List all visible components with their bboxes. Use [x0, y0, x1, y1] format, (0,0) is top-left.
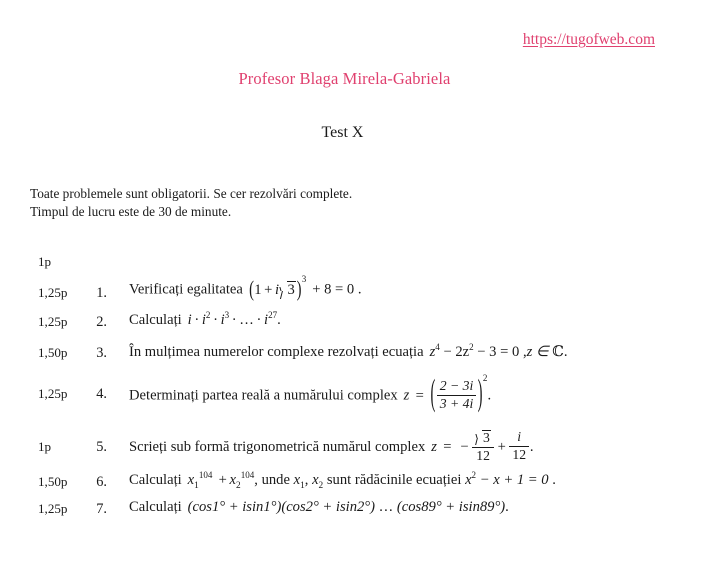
points-value: 1p: [38, 439, 52, 454]
exponent: 2: [469, 342, 474, 353]
square-root: [279, 281, 296, 299]
problem-number: 4.: [96, 386, 107, 402]
problem-row-2: [0, 309, 701, 339]
points-value: 1,25p: [38, 285, 68, 300]
instructions-block: [30, 185, 352, 221]
exponent: 2: [482, 372, 488, 383]
math-variable: x: [312, 472, 319, 488]
problem-list: [0, 253, 701, 525]
problem-number: 6.: [96, 474, 107, 490]
problem-statement: [107, 339, 568, 361]
math-variable: z: [403, 387, 410, 404]
math-term: − 2z: [443, 344, 470, 360]
math-comma: ,: [304, 472, 309, 488]
math-variable: x: [465, 472, 472, 488]
math-imaginary-unit: i: [220, 312, 225, 328]
fraction-numerator: [472, 430, 494, 447]
math-expression: [430, 372, 488, 415]
math-factor: (cos2° + isin2°): [281, 499, 375, 515]
exponent: 104: [198, 470, 213, 481]
exponent: 4: [435, 342, 440, 353]
exponent: 3: [301, 273, 307, 284]
problem-number: 2.: [96, 314, 107, 330]
fraction-numerator: i: [517, 429, 522, 445]
math-operator: +: [218, 472, 227, 488]
math-expression: [249, 273, 307, 303]
sentence-period: .: [487, 387, 492, 404]
problem-tail-text: sunt rădăcinile ecuației: [326, 472, 462, 488]
exponent: 104: [240, 470, 255, 481]
math-equals: =: [415, 387, 424, 404]
points-value: 1,50p: [38, 474, 68, 489]
math-imaginary-unit: i: [275, 282, 280, 298]
math-imaginary-unit: i: [201, 312, 206, 328]
exponent: 2: [205, 310, 211, 321]
problem-number: 5.: [96, 439, 107, 455]
problem-statement: [107, 273, 362, 303]
radicand: 3: [287, 282, 295, 298]
math-variable: x: [229, 472, 237, 488]
paren-close: ): [296, 277, 302, 303]
math-comma: ,: [522, 344, 527, 360]
fraction-denominator: 12: [472, 447, 494, 464]
problem-statement: [107, 497, 509, 516]
paren-open: (: [430, 374, 436, 415]
problem-statement: [107, 469, 556, 489]
exponent: 27: [268, 310, 278, 321]
problem-lead-text: Verificați egalitatea: [129, 281, 243, 298]
exponent: 3: [224, 310, 230, 321]
complex-set-symbol: ℂ: [552, 343, 564, 360]
author-line: [0, 69, 701, 89]
problem-lead-text: Calculați: [129, 312, 182, 328]
paren-open: (: [249, 277, 254, 303]
sentence-period: .: [552, 472, 556, 488]
math-membership: z ∈: [526, 344, 549, 360]
problem-lead-text: Scrieți sub formă trigonometrică numărul complex: [129, 439, 426, 456]
subscript: 2: [236, 480, 241, 491]
math-tail: + 8 = 0: [312, 281, 355, 298]
problem-row-7: [0, 497, 701, 525]
author-name: Profesor Blaga Mirela-Gabriela: [238, 69, 451, 88]
problem-statement: [107, 372, 491, 413]
sentence-period: .: [357, 281, 362, 298]
ellipsis: …: [378, 499, 394, 515]
sentence-period: .: [277, 312, 281, 328]
problem-row-6: [0, 469, 701, 497]
sentence-period: .: [505, 499, 509, 515]
fraction-denominator: 3 + 4i: [437, 395, 477, 412]
square-root: [475, 430, 491, 446]
problem-number: 7.: [96, 501, 107, 517]
math-operator: +: [497, 439, 506, 456]
math-imaginary-unit: i: [264, 312, 269, 328]
exponent: 2: [471, 470, 477, 481]
problem-number: 3.: [96, 345, 107, 361]
problem-row-4: [0, 372, 701, 419]
problem-row-1: [0, 273, 701, 309]
page-title: [0, 124, 701, 142]
math-connector: , unde: [254, 472, 290, 488]
points-value: 1p: [38, 254, 52, 269]
problem-row-5: [0, 419, 701, 469]
problem-lead-text: În mulțimea numerelor complexe rezolvați ecuația: [129, 344, 424, 360]
instructions-line-1: Toate problemele sunt obligatorii. Se cer rezolvări complete.: [30, 186, 353, 201]
subscript: 2: [318, 480, 324, 491]
points-value: 1,50p: [38, 345, 68, 360]
sentence-period: .: [563, 344, 568, 360]
math-variable: z: [429, 344, 436, 360]
math-factor: (cos1° + isin1°): [187, 499, 282, 515]
radicand: 3: [482, 429, 490, 445]
points-value: 1,25p: [38, 314, 68, 329]
problem-lead-text: Calculați: [129, 472, 182, 488]
problem-lead-text: Determinați partea reală a numărului complex: [129, 387, 398, 404]
math-operator: +: [264, 282, 273, 298]
math-variable: x: [187, 472, 195, 488]
math-tail: − 3 = 0: [477, 344, 520, 360]
problem-lead-text: Calculați: [129, 499, 182, 515]
math-variable: x: [293, 472, 301, 488]
math-imaginary-unit: i: [187, 312, 192, 328]
problem-statement: Calculați $i \cdot i^2 \cdot i^3$ · … · $i^{27}$.: [129, 310, 281, 328]
instructions-line-2: Timpul de lucru este de 30 de minute.: [30, 204, 232, 219]
site-url-link[interactable]: https://tugofweb.com: [522, 31, 655, 48]
paren-close: ): [477, 374, 483, 415]
math-factor: (cos89° + isin89°): [396, 499, 506, 515]
fraction: [509, 430, 529, 463]
fraction: [437, 379, 477, 412]
test-title-text: Test X: [321, 124, 364, 141]
points-value: 1,25p: [38, 501, 68, 516]
problem-row-3: [0, 339, 701, 372]
points-value: 1,25p: [38, 386, 68, 401]
subscript: 1: [300, 480, 305, 491]
fraction-denominator: 12: [509, 446, 529, 463]
fraction: [472, 430, 494, 464]
fraction-numerator: 2 − 3i: [439, 377, 474, 393]
problem-number: 1.: [96, 285, 107, 301]
subscript: 1: [194, 480, 199, 491]
math-tail: − x + 1 = 0: [479, 472, 549, 488]
math-equals: =: [443, 439, 452, 456]
sentence-period: .: [529, 439, 534, 456]
ellipsis: …: [239, 312, 254, 328]
points-header-row: [0, 253, 701, 280]
math-operator: −: [460, 439, 469, 456]
problem-statement: [107, 419, 534, 465]
math-variable: z: [431, 439, 437, 456]
math-number: 1: [254, 282, 262, 298]
